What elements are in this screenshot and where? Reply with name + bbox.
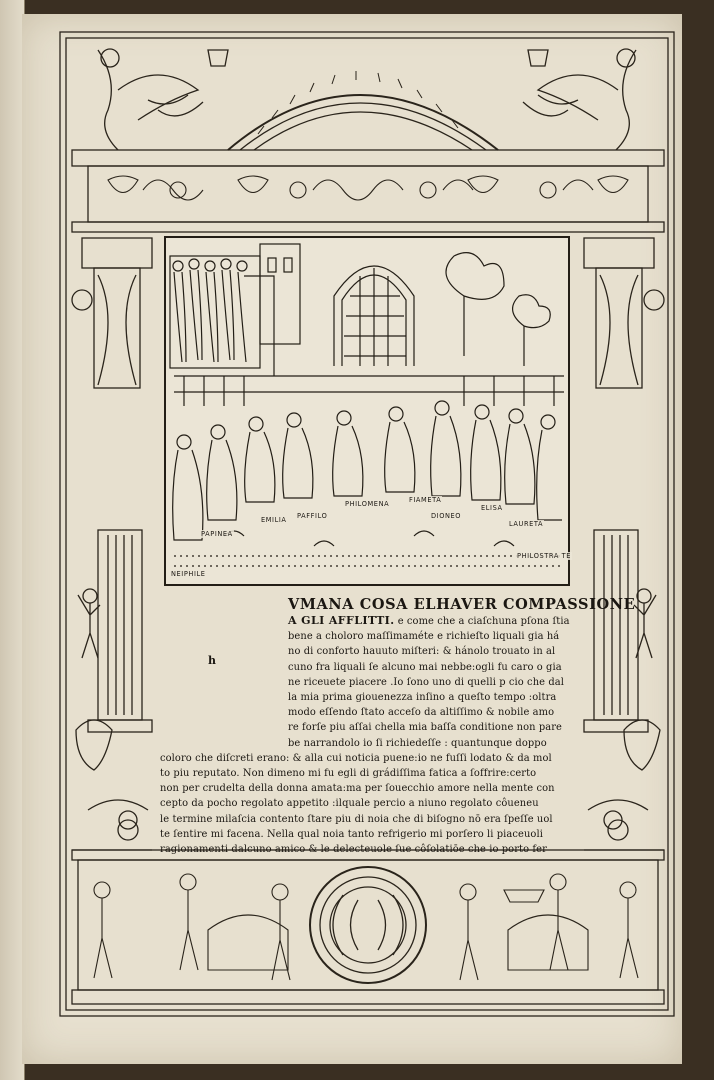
text-line: be narrandolo io ſi richiedeſſe : quantunque doppo — [288, 737, 547, 749]
margin-initial: h — [208, 654, 216, 667]
heading-line-2 — [288, 613, 580, 629]
label-dioneo: DIONEO — [431, 512, 462, 520]
label-paffilo: PAFFILO — [297, 512, 328, 520]
text-line: bene a choloro maſſimaméte e richieſto liquali gia há — [288, 631, 560, 643]
label-fiameta: FIAMETA — [409, 496, 442, 504]
label-emilia: EMILIA — [261, 516, 287, 524]
chapter-heading: VMANA COSA ELHAVER COMPASSIONE — [288, 596, 636, 613]
text-line: re forſe piu aſſai chella mia baſſa conditione non pare — [288, 722, 563, 734]
text-line: le termine milaſcia contento ſtare piu di noia che di biſogno nō era ſpeſſe uol — [160, 813, 553, 825]
label-elisa: ELISA — [481, 504, 503, 512]
text-line: modo eſſendo ſtato acceſo da altiſſimo & nobile amo — [288, 707, 555, 719]
text-line: cuno fra liquali ſe alcuno mai nebbe:ogli fu caro o gia — [288, 661, 562, 673]
text-line: ragionamenti dalcuno amico & le delecteuole ſue côſolatiōe che io porto fer — [160, 844, 547, 856]
text-line: to piu reputato. Non dimeno mi fu egli di grádiſſima fatica a ſoffrire:certo — [160, 768, 537, 780]
text-line: coloro che diſcreti erano: & alla cui noticia puene:io ne fuſſi lodato & da mol — [160, 752, 552, 764]
label-neiphile: NEIPHILE — [171, 570, 206, 578]
heading-continuation: e come che a ciaſchuna pſona ſtia — [397, 616, 570, 627]
text-line: no di conforto hauuto miſteri: & hánolo trouato in al — [288, 646, 556, 658]
label-papinea: PAPINEA — [201, 530, 233, 538]
body-text — [160, 596, 636, 857]
text-line: la mia prima giouenezza inſino a queſto tempo :oltra — [288, 692, 557, 704]
label-laureta: LAURETA — [509, 520, 544, 528]
text-line: te ſentire mi facena. Nella qual noia tanto refrigerio mi porſero li piaceuoli — [160, 828, 543, 840]
text-line: ne riceuete piacere .Io ſono uno di quelli p cio che dal — [288, 676, 564, 688]
label-philostrate: PHILOSTRA TE — [517, 552, 572, 560]
heading-second-line: A GLI AFFLITTI. — [288, 614, 395, 627]
text-line: non per crudelta della donna amata:ma per ſouecchio amore nella mente con — [160, 783, 555, 795]
label-philomena: PHILOMENA — [345, 500, 390, 508]
text-line: cepto da pocho regolato appetito :ilquale percio a niuno regolato côueneu — [160, 798, 539, 810]
